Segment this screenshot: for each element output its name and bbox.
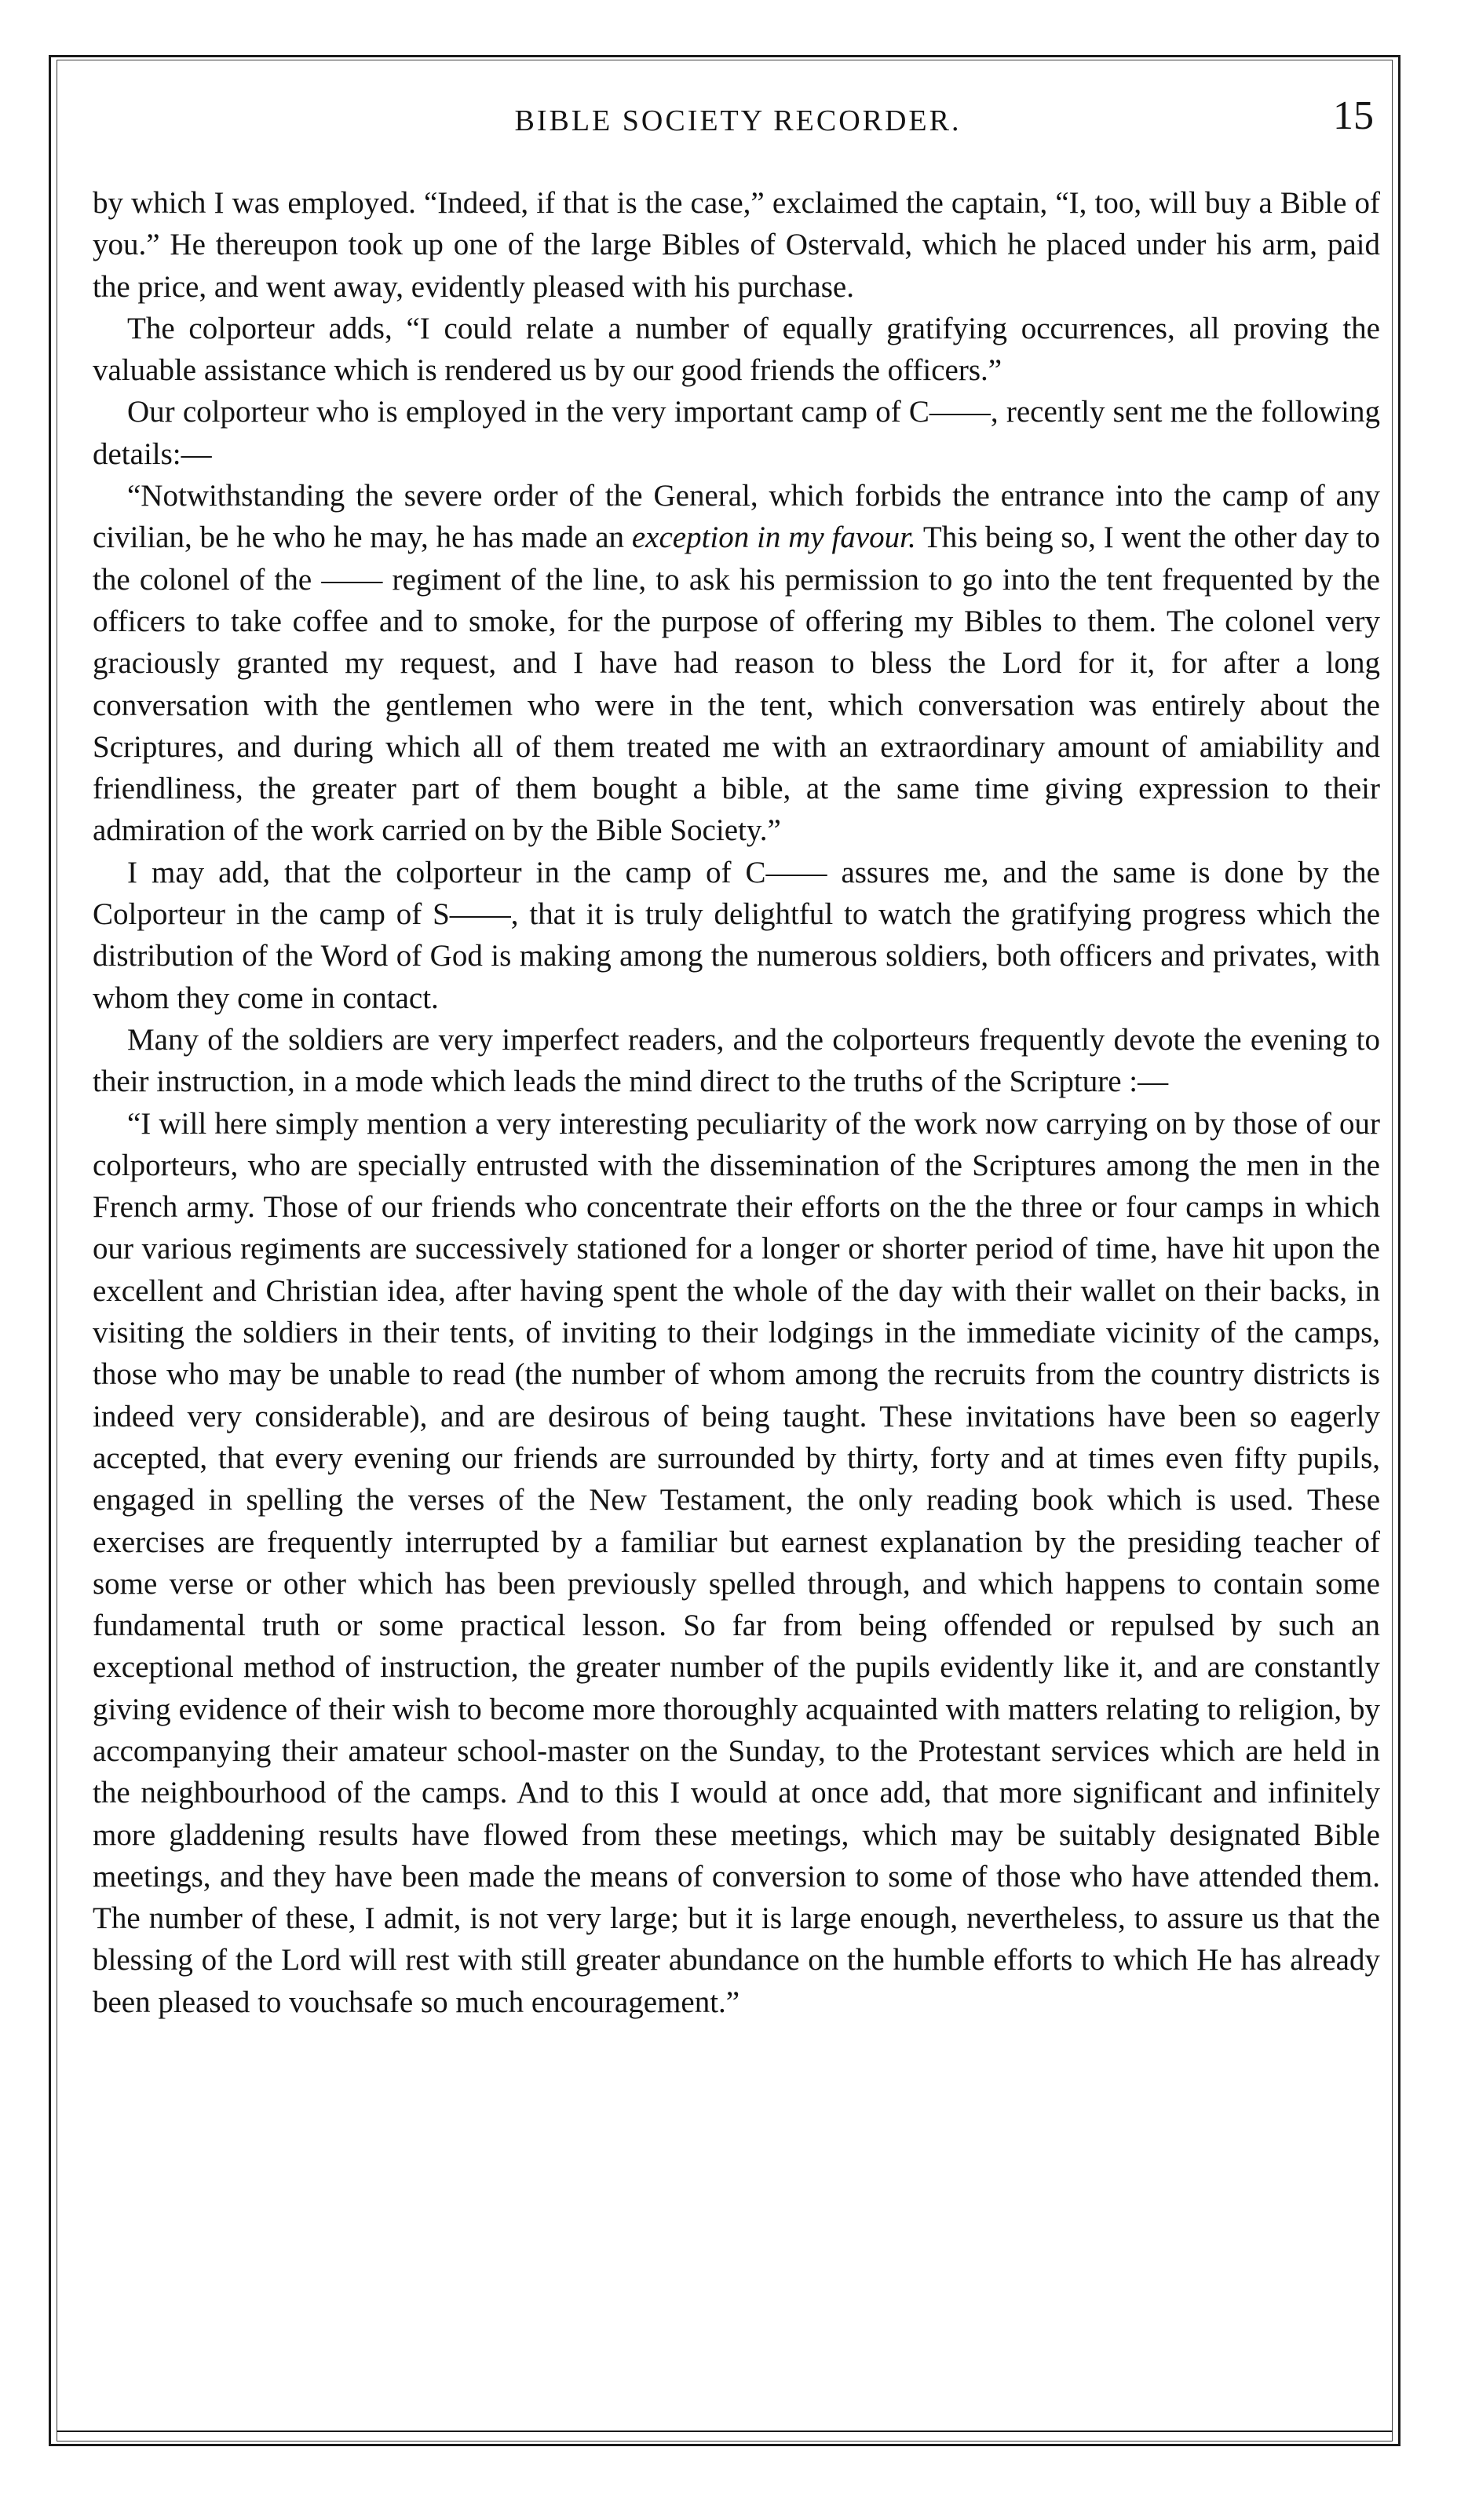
paragraph-1: by which I was employed. “Indeed, if that is the case,” exclaimed the captain, “I, too, will buy a Bible of you.” He thereupon took up one of the large Bibles of Ostervald, which he placed under his arm, paid the price, and went away, evidently pleased with his purchase. bbox=[93, 186, 1380, 304]
running-title: BIBLE SOCIETY RECORDER. bbox=[514, 104, 962, 137]
paragraph-5: I may add, that the colporteur in the camp of C—— assures me, and the same is done by the Colporteur in the camp of S——, that it is truly delightful to watch the gratifying progress which the distribution of the Word of God is making among the numerous soldiers, both officers and privates, with whom they come in contact. bbox=[93, 855, 1380, 1015]
paragraph-4 bbox=[93, 475, 1380, 852]
article-body bbox=[93, 182, 1380, 2023]
paragraph-4-italic: exception in my favour. bbox=[631, 520, 916, 555]
paragraph-4-start: “Notwithstanding the severe order of the General, which forbids the entrance into the camp of any civilian, be he who he may, he has made an bbox=[93, 479, 1380, 555]
paragraph-3: Our colporteur who is employed in the very important camp of C——, recently sent me the following details:— bbox=[93, 395, 1380, 471]
paragraph-7: “I will here simply mention a very interesting peculiarity of the work now carrying on by those of our colporteurs, who are specially entrusted with the dissemination of the Scriptures among the men in the French army. Those of our friends who concentrate their efforts on the the three or four camps in which our various regiments are successively stationed for a longer or shorter period of time, have hit upon the excellent and Christian idea, after having spent the whole of the day with their wallet on their backs, in visiting the soldiers in their tents, of inviting to their lodgings in the immediate vicinity of the camps, those who may be unable to read (the number of whom among the recruits from the country districts is indeed very considerable), and are desirous of being taught. These invitations have been so eagerly accepted, that every evening our friends are surrounded by thirty, forty and at times even fifty pupils, engaged in spelling the verses of the New Testament, the only reading book which is used. These exercises are frequently interrupted by a familiar but earnest explanation by the presiding teacher of some verse or other which has been previously spelled through, and which happens to contain some fundamental truth or some practical lesson. So far from being offended or repulsed by such an exceptional method of instruction, the greater number of the pupils evidently like it, and are constantly giving evidence of their wish to become more thoroughly acquainted with matters relating to religion, by accompanying their amateur school-master on the Sunday, to the Protestant services which are held in the neighbourhood of the camps. And to this I would at once add, that more significant and infinitely more gladdening results have flowed from these meetings, which may be suitably designated Bible meetings, and they have been made the means of conversion to some of those who have attended them. The number of these, I admit, is not very large; but it is large enough, nevertheless, to assure us that the blessing of the Lord will rest with still greater abundance on the humble efforts to which He has already been pleased to vouchsafe so much encouragement.” bbox=[93, 1106, 1380, 2019]
paragraph-4-end: This being so, I went the other day to the colonel of the —— regiment of the line, to ask his permission to go into the tent frequented by the officers to take coffee and to smoke, for the purpose of offering my Bibles to them. The colonel very graciously granted my request, and I have had reason to bless the Lord for it, for after a long conversation with the gentlemen who were in the tent, which conversation was entirely about the Scriptures, and during which all of them treated me with an extraordinary amount of amiability and friendliness, the greater part of them bought a bible, at the same time giving expression to their admiration of the work carried on by the Bible Society.” bbox=[93, 520, 1380, 848]
paragraph-2: The colporteur adds, “I could relate a number of equally gratifying occurrences, all proving the valuable assistance which is rendered us by our good friends the officers.” bbox=[93, 311, 1380, 388]
page-number: 15 bbox=[1333, 93, 1374, 138]
paragraph-6: Many of the soldiers are very imperfect readers, and the colporteurs frequently devote the evening to their instruction, in a mode which leads the mind direct to the truths of the Scripture :— bbox=[93, 1022, 1380, 1099]
bottom-rule bbox=[57, 2431, 1393, 2432]
running-head bbox=[94, 93, 1382, 163]
